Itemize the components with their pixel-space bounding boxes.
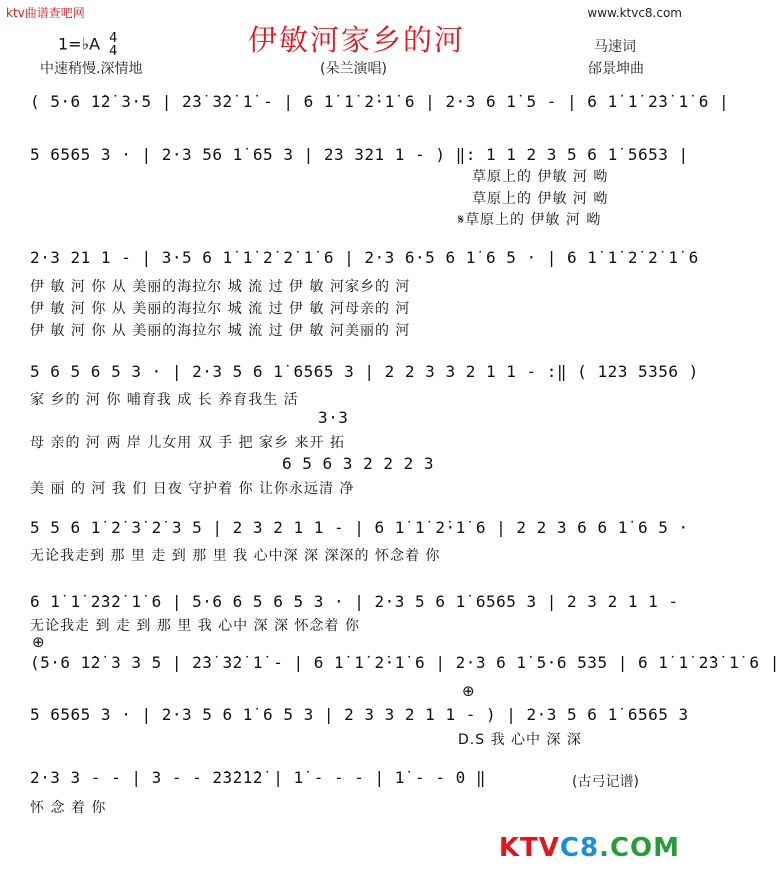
site-watermark-top-left: ktv曲谱查吧网 [6, 6, 85, 20]
score-line-6: 6 1̇ 1̇ 2̇3̇2̇ 1̇ 6 | 5·6 6 5 6 5 3 · | 2·3 5 6 1̇ 6565 3 | 2 3 2 1 1 - [30, 592, 679, 611]
lyric-line-2-verse-2: 草原上的 伊敏 河 呦 [472, 191, 609, 207]
score-line-3: 2·3 21 1 - | 3·5 6 1̇ 1̇ 2̇ 2̇ 1̇ 6 | 2·3 6·5 6 1̇ 6 5 · | 6 1̇ 1̇ 2̇ 2̇ 1̇ 6 [30, 248, 699, 267]
lyric-line-3-verse-1: 伊 敏 河 你 从 美丽的海拉尔 城 流 过 伊 敏 河家乡的 河 [30, 279, 411, 295]
lyric-line-5: 无论我走到 那 里 走 到 那 里 我 心中深 深 深深的 怀念着 你 [30, 548, 441, 564]
time-signature [109, 32, 117, 58]
time-denominator: 4 [109, 44, 118, 59]
lyric-line-9: 怀 念 着 你 [30, 800, 107, 816]
song-title: 伊敏河家乡的河 [248, 23, 466, 57]
coda-sign-1: ⊕ [32, 633, 45, 651]
site-watermark-bottom [499, 833, 680, 863]
tempo-marking: 中速稍慢.深情地 [40, 61, 143, 77]
lyricist-credit: 马速词 [594, 39, 636, 55]
watermark-part-2: C8 [559, 833, 600, 863]
score-line-2: 5 6565 3 · | 2·3 56 1̇ 65 3 | 23 321 1 - ) ‖: 1 1 2 3 5 6 1̇ 5653 | [30, 145, 689, 164]
score-line-4: 5 6 5 6 5 3 · | 2·3 5 6 1̇ 6565 3 | 2 2 3 3 2 1 1 - :‖ ( 123 5356 ) [30, 362, 699, 381]
score-line-5: 5 5 6 1̇ 2̇ 3̇ 2̇ 3 5 | 2 3 2 1 1 - | 6 1̇ 1̇ 2̇·1̇ 6 | 2 2 3 6 6 1̇ 6 5 · [30, 518, 689, 537]
lyric-line-2-verse-1: 草原上的 伊敏 河 呦 [472, 169, 609, 185]
composer-credit: 邰景坤曲 [588, 61, 644, 77]
lyric-line-3-verse-3: 伊 敏 河 你 从 美丽的海拉尔 城 流 过 伊 敏 河美丽的 河 [30, 323, 411, 339]
lyric-line-8: D.S 我 心中 深 深 [458, 732, 582, 748]
watermark-part-3: .COM [599, 833, 680, 863]
site-watermark-top-right: www.ktvc8.com [587, 6, 682, 20]
score-line-8: 5 6565 3 · | 2·3 5 6 1̇ 6 5 3 | 2 3 3 2 1 1 - ) | 2·3 5 6 1̇ 6565 3 [30, 705, 689, 724]
lyric-line-4-verse-3: 美 丽 的 河 我 们 日夜 守护着 你 让你永远清 净 [30, 481, 355, 497]
key-signature [58, 32, 117, 58]
coda-sign-2: ⊕ [462, 682, 475, 700]
key-label: 1=♭A [58, 34, 101, 54]
score-line-7: (5·6 1̇2̇ 3 3 5 | 2̇3̇ 3̇2̇ 1̇ - | 6 1̇ 1̇ 2̇·1̇ 6 | 2·3 6 1̇ 5·6 535 | 6 1̇ 1̇ 2̇3̇ 1̇ 6 | [30, 653, 780, 672]
singer-credit: (朵兰演唱) [320, 61, 387, 77]
lyric-line-3-verse-2: 伊 敏 河 你 从 美丽的海拉尔 城 流 过 伊 敏 河母亲的 河 [30, 301, 411, 317]
watermark-part-1: KTV [498, 833, 560, 863]
lyric-line-6: 无论我走 到 走 到 那 里 我 心中 深 深 怀念着 你 [30, 618, 360, 634]
lyric-line-4-verse-2: 母 亲的 河 两 岸 儿女用 双 手 把 家乡 来开 拓 [30, 435, 345, 451]
lyric-line-2-verse-3: 𝄋草原上的 伊敏 河 呦 [458, 212, 602, 228]
score-line-1: ( 5·6 1̇2̇ 3·5 | 2̇3̇ 3̇2̇ 1̇ - | 6 1̇ 1̇ 2̇·1̇ 6 | 2·3 6 1̇ 5 - | 6 1̇ 1̇ 2̇3̇ 1̇ 6 | [30, 92, 730, 111]
lyric-line-4-verse-1: 家 乡的 河 你 哺育我 成 长 养育我生 活 [30, 392, 299, 408]
time-numerator: 4 [109, 31, 118, 46]
transcriber-note: (古弓记谱) [572, 774, 639, 790]
score-line-9: 2·3 3 - - | 3 - - 2̇3̇2̇1̇2̇ | 1̇ - - - | 1̇ - - 0 ‖ [30, 768, 486, 787]
score-line-4-variant-2: 6 5 6 3 2 2 2 3 [282, 454, 434, 473]
score-line-4-variant-1: 3·3 [318, 408, 349, 427]
